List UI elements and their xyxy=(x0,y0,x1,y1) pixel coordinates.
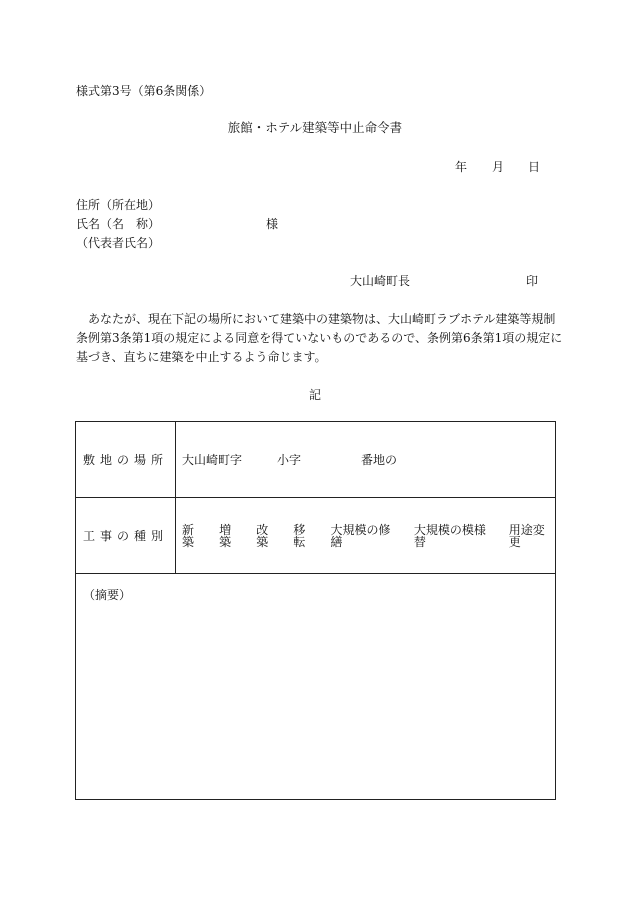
work-type-option: 改築 xyxy=(256,522,269,549)
work-type-options xyxy=(176,498,555,573)
form-number: 様式第3号（第6条関係） xyxy=(76,84,212,98)
body-text-line-1: あなたが、現在下記の場所において建築中の建築物は、大山崎町ラブホテル建築等規制 xyxy=(88,312,556,326)
site-banchi: 番地の xyxy=(361,452,398,467)
date-year-label: 年 xyxy=(455,160,468,174)
details-table xyxy=(75,421,556,800)
name-label: 氏名（名 称） xyxy=(76,217,161,231)
body-text-line-2: 条例第3条第1項の規定による同意を得ていないものであるので、条例第6条第1項の規定に xyxy=(76,331,563,345)
date-day-label: 日 xyxy=(528,160,541,174)
work-type-option: 新築 xyxy=(182,522,195,549)
honorific: 様 xyxy=(266,217,279,231)
work-type-option: 増築 xyxy=(219,522,232,549)
work-type-row xyxy=(76,498,555,574)
site-town: 大山崎町字 xyxy=(182,452,243,467)
site-koaza: 小字 xyxy=(277,452,302,467)
date-month-label: 月 xyxy=(492,160,505,174)
body-text-line-3: 基づき、直ちに建築を中止するよう命じます。 xyxy=(76,350,327,364)
document-title: 旅館・ホテル建築等中止命令書 xyxy=(227,120,403,135)
work-type-option: 用途変更 xyxy=(508,522,545,549)
work-type-option: 大規模の模様替 xyxy=(413,522,486,549)
site-label: 敷地の場所 xyxy=(76,422,176,497)
work-type-option: 大規模の修繕 xyxy=(330,522,391,549)
work-type-label: 工事の種別 xyxy=(76,498,176,573)
site-value xyxy=(176,422,555,497)
address-label: 住所（所在地） xyxy=(76,198,161,212)
seal-mark: 印 xyxy=(526,274,539,288)
ki-heading: 記 xyxy=(308,388,321,402)
site-row xyxy=(76,422,555,498)
representative-label: （代表者氏名） xyxy=(76,236,161,250)
issuer-title: 大山崎町長 xyxy=(350,274,411,288)
work-type-option: 移転 xyxy=(293,522,306,549)
summary-label: （摘要） xyxy=(83,588,132,602)
